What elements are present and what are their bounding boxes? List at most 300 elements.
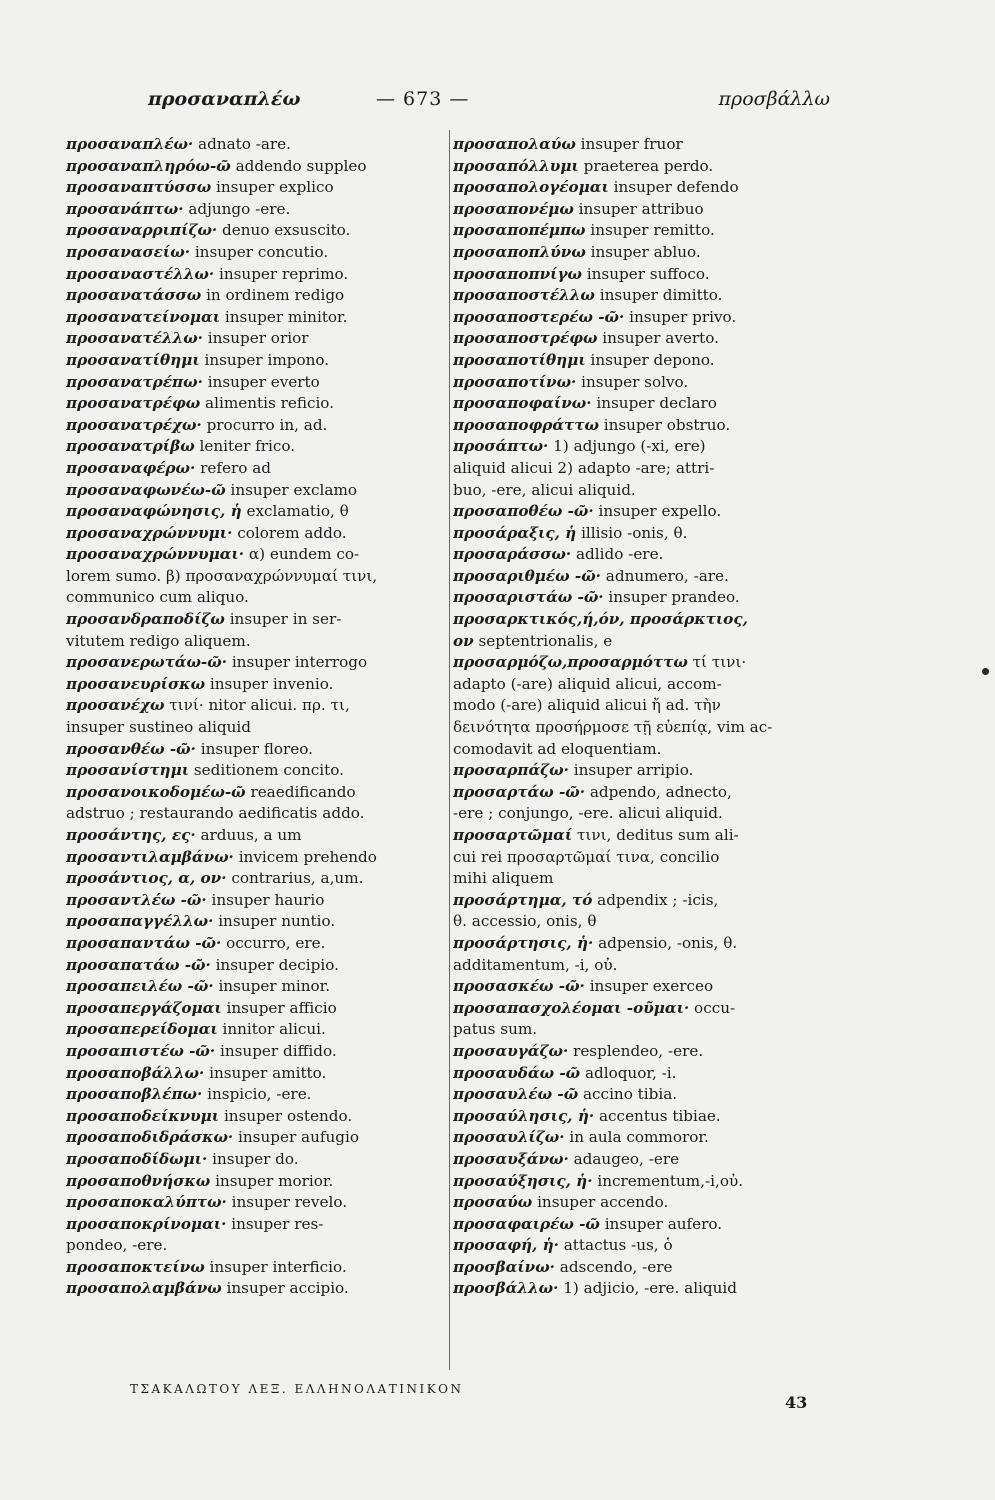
- dictionary-entry: [453, 242, 843, 264]
- definition: τί τινι·: [692, 653, 747, 672]
- headword: προσανατρέφω: [66, 394, 201, 413]
- definition: insuper fruor: [580, 135, 683, 153]
- definition: lorem sumo. β) προσαναχρώννυμαί τινι,: [66, 566, 378, 585]
- dictionary-entry: [66, 782, 444, 804]
- dictionary-entry: [453, 523, 843, 545]
- headword: προσαποδείκνυμι: [66, 1106, 220, 1125]
- headword: προσαπολαύω: [453, 135, 576, 153]
- headword: προσανερωτάω-ῶ·: [66, 653, 227, 672]
- dictionary-entry: [453, 803, 843, 825]
- definition: adpensio, -onis, θ.: [598, 933, 738, 952]
- dictionary-entry: [453, 1063, 843, 1085]
- dictionary-entry: [66, 631, 444, 653]
- dictionary-entry: [453, 674, 843, 696]
- dictionary-entry: [66, 264, 444, 286]
- headword: προσαναχρώννυμαι·: [66, 545, 245, 564]
- headword: προσαποδίδωμι·: [66, 1149, 208, 1168]
- definition: insuper exerceo: [589, 977, 714, 996]
- headword: προσαποφράττω: [453, 415, 599, 434]
- headword: προσανάπτω·: [66, 199, 184, 218]
- headword: προσανδραποδίζω: [66, 610, 225, 629]
- dictionary-entry: [453, 501, 843, 523]
- dictionary-entry: [66, 1063, 444, 1085]
- headword: προσαποκρίνομαι·: [66, 1214, 227, 1233]
- definition: in aula commoror.: [569, 1128, 709, 1147]
- definition: accentus tibiae.: [599, 1106, 721, 1125]
- headword: προσαποβάλλω·: [66, 1063, 205, 1082]
- column-divider: [449, 130, 450, 1370]
- definition: accino tibia.: [583, 1085, 678, 1104]
- definition: insuper solvo.: [581, 372, 689, 391]
- dictionary-entry: [66, 480, 444, 502]
- definition: 1) adjicio, -ere. aliquid: [563, 1279, 737, 1298]
- definition: insuper amitto.: [209, 1063, 327, 1082]
- definition: insuper exclamo: [230, 480, 358, 499]
- definition: modo (-are) aliquid alicui ἤ ad. τὴν: [453, 696, 721, 715]
- definition: insuper floreo.: [200, 739, 314, 758]
- headword: προσαντλέω -ῶ·: [66, 890, 207, 909]
- headword: προσαρτῶμαί: [453, 826, 573, 844]
- dictionary-entry: [66, 739, 444, 761]
- definition: aliquid alicui 2) adapto -are; attri-: [453, 458, 715, 477]
- definition: insuper afficio: [226, 998, 337, 1017]
- dictionary-entry: [453, 652, 843, 674]
- definition: insuper privo.: [629, 307, 737, 326]
- definition: attactus -us, ὁ: [563, 1236, 673, 1255]
- definition: insuper in ser-: [229, 610, 342, 629]
- dictionary-entry: [453, 631, 843, 653]
- dictionary-entry: [66, 933, 444, 955]
- dictionary-entry: [66, 717, 444, 739]
- dictionary-entry: [66, 220, 444, 242]
- dictionary-entry: [453, 156, 843, 178]
- headword: προσαφή, ἡ·: [453, 1236, 559, 1255]
- headword: προσαπαγγέλλω·: [66, 912, 214, 931]
- definition: addendo suppleo: [235, 156, 367, 175]
- dictionary-entry: [453, 1235, 843, 1257]
- definition: insuper res-: [231, 1214, 324, 1233]
- headword: προσανατρέχω·: [66, 415, 202, 434]
- headword: προσάντιος, α, ον·: [66, 869, 227, 888]
- headword: προσαρμόζω,προσαρμόττω: [453, 653, 688, 672]
- headword: προσανατρέπω·: [66, 372, 203, 391]
- headword: προσαποφαίνω·: [453, 394, 592, 413]
- headword: προσαποθνήσκω: [66, 1171, 211, 1190]
- definition: insuper sustineo aliquid: [66, 718, 251, 737]
- definition: insuper defendo: [613, 178, 739, 197]
- dictionary-entry: [453, 976, 843, 998]
- dictionary-entry: [66, 544, 444, 566]
- dictionary-entry: [66, 1127, 444, 1149]
- dictionary-entry: [453, 415, 843, 437]
- headword: προσανοικοδομέω-ῶ: [66, 782, 246, 801]
- definition: insuper prandeo.: [608, 588, 740, 607]
- headword: προσαναφέρω·: [66, 458, 196, 477]
- headword: προσάρτησις, ἡ·: [453, 933, 594, 952]
- headword: προσαρτάω -ῶ·: [453, 782, 586, 801]
- dictionary-entry: [66, 372, 444, 394]
- headword: ον: [453, 631, 474, 650]
- definition: septentrionalis, e: [478, 631, 613, 650]
- dictionary-entry: [453, 220, 843, 242]
- definition: adnato -are.: [198, 135, 291, 153]
- dictionary-entry: [66, 307, 444, 329]
- definition: insuper interrogo: [231, 653, 368, 672]
- definition: insuper decipio.: [215, 955, 339, 974]
- definition: insuper suffoco.: [586, 264, 710, 283]
- dictionary-entry: [66, 1041, 444, 1063]
- definition: adpendix ; -icis,: [597, 890, 719, 909]
- dictionary-entry: [66, 674, 444, 696]
- headword: προσανθέω -ῶ·: [66, 739, 196, 758]
- definition: reaedificando: [250, 782, 356, 801]
- definition: praeterea perdo.: [583, 156, 714, 175]
- definition: comodavit ad eloquentiam.: [453, 739, 662, 758]
- dictionary-entry: [453, 1214, 843, 1236]
- headword: προσαπαντάω -ῶ·: [66, 933, 222, 952]
- definition: additamentum, -i, οὐ.: [453, 955, 618, 974]
- left-column: [66, 134, 444, 1300]
- definition: occurro, ere.: [226, 933, 326, 952]
- dictionary-entry: [66, 350, 444, 372]
- definition: insuper accendo.: [537, 1193, 669, 1212]
- headword: προσαυγάζω·: [453, 1041, 569, 1060]
- headword: προσανασείω·: [66, 242, 190, 261]
- headword: προσαράσσω·: [453, 545, 572, 564]
- definition: insuper invenio.: [209, 674, 334, 693]
- dictionary-entry: [66, 1235, 444, 1257]
- definition: illisio -onis, θ.: [581, 523, 688, 542]
- dictionary-entry: [453, 1127, 843, 1149]
- dictionary-entry: [66, 587, 444, 609]
- definition: buo, -ere, alicui aliquid.: [453, 480, 636, 499]
- headword: προσαναχρώννυμι·: [66, 523, 233, 542]
- definition: -ere ; conjungo, -ere. alicui aliquid.: [453, 804, 723, 823]
- definition: insuper orior: [207, 329, 309, 348]
- dictionary-entry: [453, 350, 843, 372]
- definition: insuper depono.: [590, 350, 715, 369]
- signature-mark: 43: [785, 1393, 808, 1412]
- definition: 1) adjungo (-xi, ere): [553, 437, 706, 456]
- definition: cui rei προσαρτῶμαί τινα, concilio: [453, 847, 720, 866]
- dictionary-entry: [66, 976, 444, 998]
- definition: colorem addo.: [237, 523, 347, 542]
- headword: προσαναφωνέω-ῶ: [66, 480, 226, 499]
- definition: α) eundem co-: [248, 545, 360, 564]
- headword: προσαρκτικός,ή,όν, προσάρκτιος,: [453, 610, 748, 629]
- dictionary-entry: [453, 739, 843, 761]
- dictionary-entry: [66, 803, 444, 825]
- dictionary-entry: [453, 825, 843, 847]
- definition: insuper haurio: [211, 890, 325, 909]
- headword: προσανευρίσκω: [66, 674, 206, 693]
- dictionary-entry: [66, 1084, 444, 1106]
- dictionary-entry: [66, 458, 444, 480]
- headword: προσαυξάνω·: [453, 1149, 569, 1168]
- headword: προσαύλησις, ἡ·: [453, 1106, 595, 1125]
- definition: adaugeo, -ere: [573, 1149, 680, 1168]
- dictionary-entry: [66, 955, 444, 977]
- headword: προσαπερείδομαι: [66, 1020, 218, 1039]
- definition: insuper accipio.: [226, 1279, 349, 1298]
- definition: seditionem concito.: [193, 761, 344, 780]
- dictionary-entry: [66, 868, 444, 890]
- dictionary-entry: [453, 264, 843, 286]
- dictionary-entry: [453, 307, 843, 329]
- definition: adnumero, -are.: [605, 566, 729, 585]
- headword: προσαποστρέφω: [453, 329, 598, 348]
- headword: προσαποδιδράσκω·: [66, 1128, 234, 1147]
- definition: insuper nuntio.: [218, 912, 336, 931]
- dictionary-entry: [453, 328, 843, 350]
- definition: inspicio, -ere.: [207, 1085, 312, 1104]
- headword: προσβαίνω·: [453, 1257, 555, 1276]
- dictionary-entry: [66, 911, 444, 933]
- dictionary-entry: [66, 285, 444, 307]
- dictionary-entry: [453, 868, 843, 890]
- definition: insuper morior.: [215, 1171, 334, 1190]
- dictionary-entry: [453, 458, 843, 480]
- dictionary-entry: [453, 177, 843, 199]
- dictionary-entry: [453, 1192, 843, 1214]
- headword: προσαναπτύσσω: [66, 178, 212, 197]
- headword: προσάραξις, ἡ: [453, 523, 577, 542]
- dictionary-entry: [66, 177, 444, 199]
- headword: προσάπτω·: [453, 437, 549, 456]
- dictionary-entry: [453, 1257, 843, 1279]
- dictionary-entry: [66, 998, 444, 1020]
- headword: προσανατρίβω: [66, 437, 195, 456]
- definition: δεινότητα προσήρμοσε τῇ εὐεπίᾳ, vim ac-: [453, 718, 773, 737]
- dictionary-entry: [453, 1019, 843, 1041]
- headword: προσανατίθημι: [66, 350, 200, 369]
- headword: προσαπειλέω -ῶ·: [66, 977, 214, 996]
- headword: προσαποτίθημι: [453, 350, 586, 369]
- dictionary-entry: [453, 566, 843, 588]
- dictionary-entry: [66, 1106, 444, 1128]
- dictionary-entry: [66, 890, 444, 912]
- definition: exclamatio, θ: [246, 502, 349, 521]
- headword: προσάντης, ες·: [66, 826, 196, 844]
- headword: προσαριστάω -ῶ·: [453, 588, 604, 607]
- dictionary-entry: [66, 1019, 444, 1041]
- dictionary-entry: [66, 393, 444, 415]
- dictionary-entry: [453, 1278, 843, 1300]
- definition: communico cum aliquo.: [66, 588, 249, 607]
- headword: προσαπασχολέομαι -οῦμαι·: [453, 998, 690, 1017]
- dictionary-entry: [453, 695, 843, 717]
- definition: in ordinem redigo: [206, 286, 345, 305]
- headword: προσάρτημα, τό: [453, 890, 593, 909]
- definition: insuper attribuo: [578, 199, 704, 218]
- definition: θ. accessio, onis, θ: [453, 912, 597, 931]
- dictionary-entry: [453, 847, 843, 869]
- headword: προσανέχω: [66, 696, 165, 715]
- headword: προσβάλλω·: [453, 1279, 559, 1298]
- headword: προσαπολογέομαι: [453, 178, 609, 197]
- definition: insuper revelo.: [231, 1193, 348, 1212]
- dictionary-entry: [453, 393, 843, 415]
- dictionary-entry: [66, 199, 444, 221]
- headword: προσαφαιρέω -ῶ: [453, 1214, 600, 1233]
- headword: προσαποκτείνω: [66, 1257, 205, 1276]
- definition: insuper arripio.: [573, 761, 694, 780]
- headword: προσαναφώνησις, ἡ: [66, 502, 242, 521]
- headword: προσαυλίζω·: [453, 1128, 565, 1147]
- definition: insuper expello.: [598, 502, 722, 521]
- dictionary-entry: [66, 1214, 444, 1236]
- definition: resplendeo, -ere.: [573, 1041, 704, 1060]
- definition: τινί· nitor alicui. πρ. τι,: [169, 696, 350, 715]
- dictionary-entry: [66, 242, 444, 264]
- dictionary-entry: [453, 544, 843, 566]
- dictionary-entry: [66, 652, 444, 674]
- dictionary-entry: [66, 436, 444, 458]
- definition: insuper minor.: [218, 977, 331, 996]
- headword: προσαπολαμβάνω: [66, 1279, 222, 1298]
- definition: innitor alicui.: [222, 1020, 326, 1039]
- definition: occu-: [694, 998, 736, 1017]
- definition: insuper ostendo.: [223, 1106, 353, 1125]
- margin-dot: [982, 668, 989, 675]
- headword: προσαρπάζω·: [453, 761, 569, 780]
- headword: προσαποστερέω -ῶ·: [453, 307, 625, 326]
- definition: insuper diffido.: [219, 1041, 337, 1060]
- dictionary-entry: [453, 998, 843, 1020]
- definition: insuper concutio.: [194, 242, 329, 261]
- definition: insuper explico: [216, 178, 334, 197]
- definition: insuper dimitto.: [599, 286, 723, 305]
- dictionary-entry: [66, 609, 444, 631]
- headword: προσαποτίνω·: [453, 372, 577, 391]
- definition: refero ad: [200, 458, 271, 477]
- dictionary-entry: [66, 1192, 444, 1214]
- headword: προσαναστέλλω·: [66, 264, 215, 283]
- dictionary-entry: [453, 587, 843, 609]
- headword: προσανατείνομαι: [66, 307, 221, 326]
- definition: insuper remitto.: [590, 221, 715, 240]
- headword: προσαναπλέω·: [66, 135, 194, 153]
- definition: insuper do.: [212, 1149, 299, 1168]
- dictionary-entry: [453, 1041, 843, 1063]
- headword: προσαπεργάζομαι: [66, 998, 222, 1017]
- definition: adstruo ; restaurando aedificatis addo.: [66, 804, 365, 823]
- dictionary-entry: [453, 1171, 843, 1193]
- dictionary-entry: [453, 890, 843, 912]
- definition: contrarius, a,um.: [231, 869, 364, 888]
- dictionary-entry: [66, 415, 444, 437]
- page-number: — 673 —: [376, 88, 470, 110]
- definition: adpendo, adnecto,: [589, 782, 732, 801]
- definition: incrementum,-i,οὐ.: [597, 1171, 744, 1190]
- headword: προσαποπνίγω: [453, 264, 582, 283]
- dictionary-entry: [453, 717, 843, 739]
- definition: adjungo -ere.: [188, 199, 291, 218]
- dictionary-entry: [453, 199, 843, 221]
- headword: προσαπιστέω -ῶ·: [66, 1041, 216, 1060]
- definition: insuper abluo.: [590, 242, 701, 261]
- definition: procurro in, ad.: [206, 415, 328, 434]
- dictionary-entry: [66, 760, 444, 782]
- right-column: [453, 134, 843, 1300]
- definition: insuper everto: [207, 372, 320, 391]
- headword: προσανατάσσω: [66, 286, 202, 305]
- definition: pondeo, -ere.: [66, 1236, 168, 1255]
- definition: adapto (-are) aliquid alicui, accom-: [453, 674, 722, 693]
- dictionary-entry: [453, 134, 843, 156]
- dictionary-entry: [453, 955, 843, 977]
- headword: προσαπατάω -ῶ·: [66, 955, 211, 974]
- definition: mihi aliquem: [453, 869, 554, 888]
- definition: vitutem redigo aliquem.: [66, 631, 251, 650]
- dictionary-entry: [66, 825, 444, 847]
- headword: προσαντιλαμβάνω·: [66, 847, 234, 866]
- definition: insuper declaro: [596, 394, 717, 413]
- running-header: [140, 88, 830, 112]
- headword: προσαποπέμπω: [453, 221, 586, 240]
- definition: τινι, deditus sum ali-: [577, 826, 739, 844]
- headword: προσαπονέμω: [453, 199, 574, 218]
- definition: arduus, a um: [200, 826, 302, 844]
- headword: προσαριθμέω -ῶ·: [453, 566, 601, 585]
- definition: insuper impono.: [204, 350, 330, 369]
- definition: adscendo, -ere: [559, 1257, 673, 1276]
- definition: insuper obstruo.: [603, 415, 731, 434]
- definition: leniter frico.: [199, 437, 296, 456]
- dictionary-entry: [66, 566, 444, 588]
- dictionary-entry: [66, 523, 444, 545]
- definition: adlido -ere.: [576, 545, 664, 564]
- dictionary-entry: [453, 1084, 843, 1106]
- headword: προσαποπλύνω: [453, 242, 586, 261]
- definition: insuper aufero.: [604, 1214, 723, 1233]
- dictionary-entry: [453, 1149, 843, 1171]
- definition: insuper interficio.: [209, 1257, 347, 1276]
- dictionary-entry: [66, 695, 444, 717]
- definition: invicem prehendo: [238, 847, 377, 866]
- headword: προσαποκαλύπτω·: [66, 1193, 227, 1212]
- definition: patus sum.: [453, 1020, 538, 1039]
- header-right-word: προσβάλλω: [718, 88, 830, 110]
- headword: προσαυδάω -ῶ: [453, 1063, 581, 1082]
- headword: προσαποθέω -ῶ·: [453, 502, 594, 521]
- publisher-footer: ΤΣΑΚΑΛΩΤΟΥ ΛΕΞ. ΕΛΛΗΝΟΛΑΤΙΝΙΚΟΝ: [130, 1382, 464, 1396]
- headword: προσαυλέω -ῶ: [453, 1085, 579, 1104]
- definition: adloquor, -i.: [584, 1063, 677, 1082]
- dictionary-entry: [66, 1149, 444, 1171]
- dictionary-entry: [66, 501, 444, 523]
- dictionary-entry: [453, 1106, 843, 1128]
- definition: insuper reprimo.: [218, 264, 349, 283]
- headword: προσαύξησις, ἡ·: [453, 1171, 593, 1190]
- headword: προσαποβλέπω·: [66, 1085, 203, 1104]
- dictionary-entry: [453, 436, 843, 458]
- dictionary-entry: [66, 328, 444, 350]
- dictionary-entry: [453, 933, 843, 955]
- definition: insuper minitor.: [224, 307, 348, 326]
- headword: προσανατέλλω·: [66, 329, 203, 348]
- headword: προσανίστημι: [66, 761, 190, 780]
- dictionary-entry: [453, 782, 843, 804]
- dictionary-entry: [453, 609, 843, 631]
- headword: προσαναρριπίζω·: [66, 221, 218, 240]
- dictionary-entry: [453, 372, 843, 394]
- dictionary-entry: [66, 1171, 444, 1193]
- definition: insuper aufugio: [238, 1128, 360, 1147]
- header-left-word: προσαναπλέω: [148, 88, 301, 110]
- dictionary-entry: [66, 1257, 444, 1279]
- headword: προσαπόλλυμι: [453, 156, 579, 175]
